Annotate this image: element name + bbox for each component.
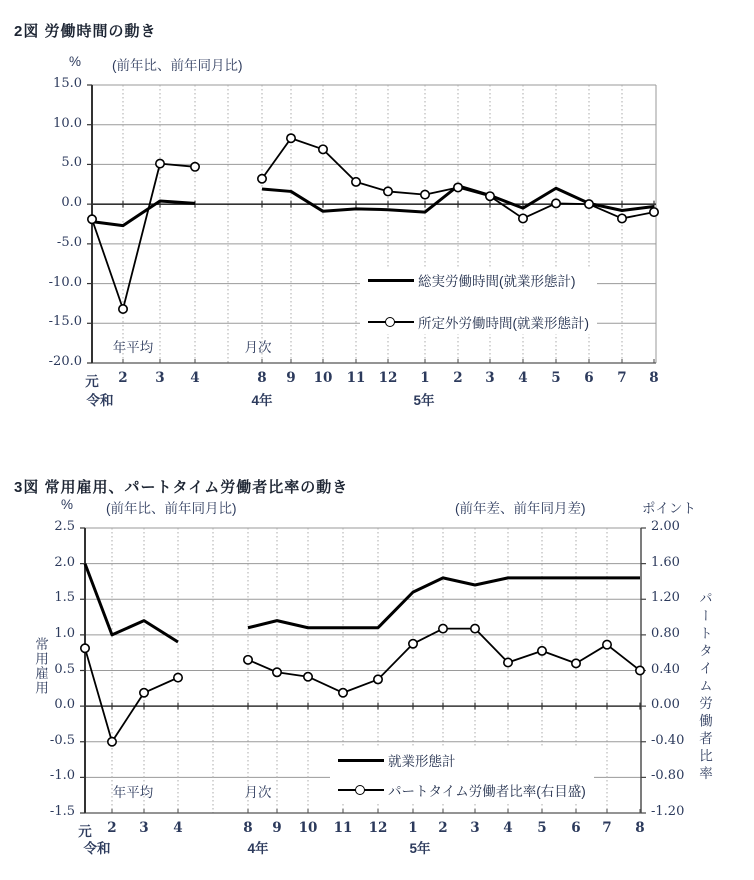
circle-marker-line-swatch-icon: [368, 321, 414, 323]
x-tick-label: 3: [139, 820, 149, 836]
x-tick-label: 11: [333, 820, 353, 836]
y-tick-label-right: 0.80: [651, 625, 680, 641]
chart3-left-axis-title: 常用雇用: [33, 637, 48, 695]
x-tick-label: 8: [649, 370, 659, 386]
y-tick-label-right: -0.40: [651, 732, 685, 748]
x-tick-label: 10: [313, 370, 333, 386]
chart3-annual-average-label: 年平均: [112, 785, 154, 800]
x-tick-label: 元: [85, 374, 99, 390]
x-tick-label: 2: [438, 820, 448, 836]
solid-line-swatch-icon: [338, 759, 384, 762]
chart2-monthly-label: 月次: [244, 340, 272, 355]
solid-line-swatch-icon: [368, 279, 414, 282]
x-tick-label: 8: [635, 820, 645, 836]
x-tick-label: 5: [551, 370, 561, 386]
y-tick-label-left: -5.0: [56, 234, 82, 250]
chart2-era-year4: 4年: [251, 393, 273, 408]
x-tick-label: 4: [173, 820, 183, 836]
x-tick-label: 6: [571, 820, 581, 836]
x-tick-label: 2: [453, 370, 463, 386]
x-tick-label: 12: [378, 370, 398, 386]
y-tick-label-left: 0.0: [61, 195, 82, 211]
x-tick-label: 6: [584, 370, 594, 386]
y-tick-label-left: 1.0: [54, 625, 75, 641]
y-tick-label-left: 2.5: [54, 519, 75, 534]
x-tick-label: 4: [503, 820, 513, 836]
y-tick-label-left: -20.0: [48, 354, 82, 369]
x-tick-label: 9: [286, 370, 296, 386]
x-tick-label: 3: [485, 370, 495, 386]
x-tick-label: 3: [155, 370, 165, 386]
x-tick-label: 3: [470, 820, 480, 836]
x-tick-label: 4: [190, 370, 200, 386]
chart2-era-reiwa: 令和: [86, 393, 114, 408]
y-tick-label-right: 1.20: [651, 590, 680, 606]
chart3-era-reiwa: 令和: [83, 841, 111, 856]
chart3-legend-label-parttime: パートタイム労働者比率(右目盛): [388, 784, 586, 799]
x-tick-label: 11: [346, 370, 366, 386]
chart3-legend-label-all: 就業形態計: [388, 754, 456, 769]
x-tick-label: 元: [78, 824, 92, 840]
y-tick-label-left: -15.0: [48, 314, 82, 330]
x-tick-label: 5: [537, 820, 547, 836]
chart3-right-axis-title: パートタイム労働者比率: [697, 591, 712, 784]
chart2-legend-label-overtime: 所定外労働時間(就業形態計): [418, 316, 589, 331]
chart3-unit-left: %: [60, 497, 73, 512]
chart2-legend-row-total-hours: [368, 270, 589, 290]
x-tick-label: 8: [257, 370, 267, 386]
chart3-subtitle-left: (前年比、前年同月比): [106, 501, 237, 516]
y-tick-label-left: 1.5: [54, 590, 75, 606]
chart2-annual-average-label: 年平均: [112, 340, 154, 355]
circle-marker-line-swatch-icon: [338, 789, 384, 791]
x-tick-label: 2: [118, 370, 128, 386]
x-tick-label: 12: [368, 820, 388, 836]
chart2-title: 2図 労働時間の動き: [14, 23, 157, 41]
y-tick-label-left: -1.0: [49, 768, 75, 784]
chart2-unit-left: %: [68, 54, 81, 69]
chart3-era-year4: 4年: [247, 841, 269, 856]
chart2-legend: [360, 268, 597, 334]
y-tick-label-right: 1.60: [651, 554, 680, 570]
x-tick-label: 7: [602, 820, 612, 836]
y-tick-label-right: 0.00: [651, 697, 680, 713]
x-tick-label: 9: [272, 820, 282, 836]
y-tick-label-right: 2.00: [651, 519, 680, 534]
y-tick-label-left: 0.0: [54, 697, 75, 713]
x-tick-label: 7: [617, 370, 627, 386]
x-tick-label: 10: [298, 820, 318, 836]
x-tick-label: 2: [107, 820, 117, 836]
chart3-legend-row-parttime-ratio: [338, 780, 586, 800]
chart3-subtitle-right: (前年差、前年同月差): [455, 501, 586, 516]
chart2-legend-row-overtime-hours: [368, 312, 589, 332]
y-tick-label-left: 2.0: [54, 554, 75, 570]
y-tick-label-left: 15.0: [53, 76, 82, 91]
chart3-era-year5: 5年: [409, 841, 431, 856]
x-tick-label: 1: [420, 370, 430, 386]
x-tick-label: 1: [408, 820, 418, 836]
chart2-legend-label-total: 総実労働時間(就業形態計): [418, 274, 576, 289]
y-tick-label-left: 10.0: [53, 115, 82, 131]
y-tick-label-left: -0.5: [49, 732, 75, 748]
chart3-monthly-label: 月次: [244, 785, 272, 800]
x-tick-label: 4: [518, 370, 528, 386]
y-tick-label-right: -1.20: [651, 804, 685, 819]
y-tick-label-left: 5.0: [61, 155, 82, 171]
chart2-subtitle: (前年比、前年同月比): [112, 58, 243, 73]
x-tick-label: 8: [243, 820, 253, 836]
y-tick-label-right: -0.80: [651, 768, 685, 784]
chart3-legend-row-all-employment: [338, 750, 586, 770]
chart3-legend: [330, 748, 594, 802]
y-tick-label-left: -1.5: [49, 804, 75, 819]
chart2-era-year5: 5年: [413, 393, 435, 408]
y-tick-label-left: 0.5: [54, 661, 75, 677]
chart3-title: 3図 常用雇用、パートタイム労働者比率の動き: [14, 479, 349, 497]
chart3-unit-right: ポイント: [642, 501, 696, 516]
y-tick-label-right: 0.40: [651, 661, 680, 677]
y-tick-label-left: -10.0: [48, 274, 82, 290]
